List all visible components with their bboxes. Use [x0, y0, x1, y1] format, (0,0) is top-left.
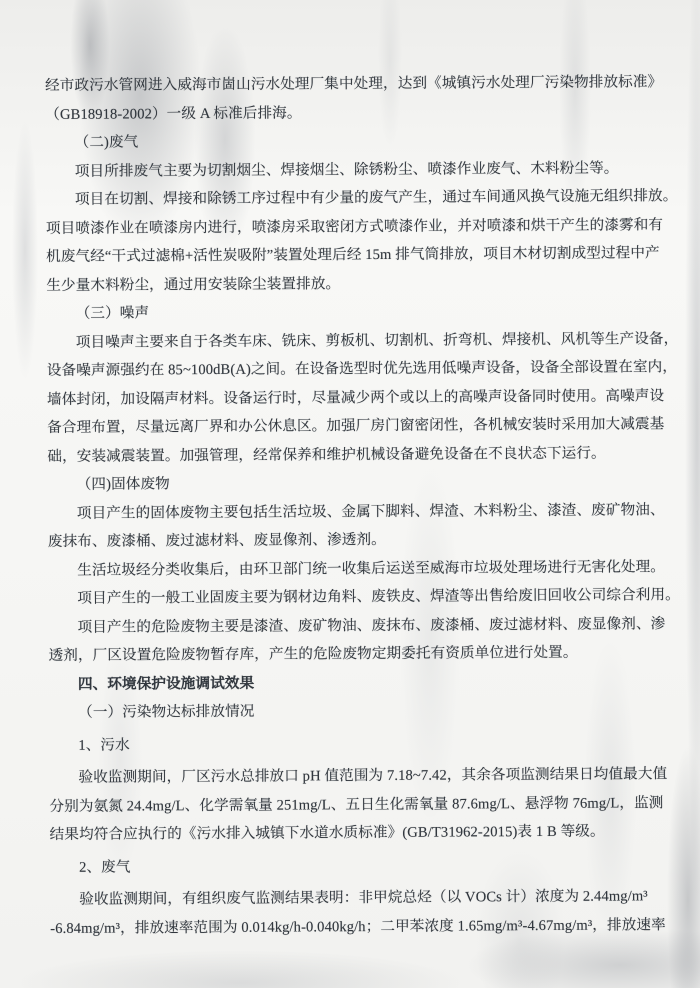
- doc-line: 项目喷漆作业在喷漆房内进行，喷漆房采取密闭方式喷漆作业，并对喷漆和烘干产生的漆雾和有: [45, 216, 664, 237]
- doc-line: 分别为氨氮 24.4mg/L、化学需氧量 251mg/L、五日生化需氧量 87.6mg/L、悬浮物 76mg/L，监测: [49, 794, 664, 815]
- doc-line: 结果均符合应执行的《污水排入城镇下水道水质标准》(GB/T31962-2015)表 1 B 等级。: [49, 823, 605, 843]
- doc-line: 经市政污水管网进入威海市崮山污水处理厂集中处理，达到《城镇污水处理厂污染物排放标准》: [45, 74, 663, 94]
- heading-noise: （三）噪声: [75, 305, 150, 322]
- doc-line: 项目在切割、焊接和除锈工序过程中有少量的废气产生，通过车间通风换气设施无组织排放。: [74, 188, 678, 208]
- doc-line: -6.84mg/m³，排放速率范围为 0.014kg/h-0.040kg/h；二甲苯浓度 1.65mg/m³-4.67mg/m³，排放速率: [50, 916, 666, 937]
- doc-line: 备合理布置，尽量远离厂界和办公休息区。加强厂房门窗密闭性，各机械安装时采用加大减震基: [47, 416, 665, 436]
- doc-line: 透剂，厂区设置危险废物暂存库，产生的危险废物定期委托有资质单位进行处置。: [48, 644, 578, 664]
- doc-line: 项目所排废气主要为切割烟尘、焊接烟尘、除锈粉尘、喷漆作业废气、木料粉尘等。: [74, 159, 619, 180]
- doc-line: 础，安装减震装置。加强管理，经常保养和维护机械设备避免设备在不良状态下运行。: [47, 445, 606, 465]
- doc-line: 项目噪声主要来自于各类车床、铣床、剪板机、切割机、折弯机、焊接机、风机等生产设备，: [75, 330, 679, 351]
- heading-wastewater: 1、污水: [78, 736, 130, 754]
- doc-line: 设备噪声源强约在 85~100dB(A)之间。在设备选型时优先选用低噪声设备，设备全部设置在室内，: [46, 359, 678, 379]
- heading-section-four: 四、环境保护设施调试效果: [77, 675, 255, 693]
- doc-line: 废抹布、废漆桶、废过滤材料、废显像剂、渗透剂。: [47, 531, 386, 550]
- document-text-block: [45, 68, 680, 943]
- doc-line: 验收监测期间，厂区污水总排放口 pH 值范围为 7.18~7.42，其余各项监测结果日均值最大值: [78, 766, 668, 786]
- doc-line: 墙体封闭，加设隔声材料。设备运行时，尽量减少两个或以上的高噪声设备同时使用。高噪声设: [46, 387, 665, 408]
- doc-line: 生少量木料粉尘，通过用安装除尘装置排放。: [46, 275, 341, 294]
- heading-waste-gas: （二)废气: [74, 134, 139, 151]
- doc-line: 项目产生的固体废物主要包括生活垃圾、金属下脚料、焊渣、木料粉尘、漆渣、废矿物油、: [76, 501, 665, 522]
- heading-waste-gas-two: 2、废气: [78, 858, 131, 876]
- doc-line: 项目产生的一般工业固废主要为钢材边角料、废铁皮、焊渣等出售给废旧回收公司综合利用。: [77, 587, 680, 607]
- doc-line: 生活垃圾经分类收集后，由环卫部门统一收集后运送至威海市垃圾处理场进行无害化处理。: [77, 558, 666, 579]
- heading-compliance: （一）污染物达标排放情况: [78, 703, 255, 721]
- doc-line: 验收监测期间，有组织废气监测结果表明：非甲烷总烃（以 VOCs 计）浓度为 2.44mg/m³: [79, 888, 648, 908]
- doc-line: （GB18918-2002）一级 A 标准后排海。: [45, 104, 302, 123]
- doc-line: 机废气经“干式过滤棉+活性炭吸附”装置处理后经 15m 排气筒排放，项目木材切割成型过程中产: [46, 245, 660, 265]
- doc-line: 项目产生的危险废物主要是漆渣、废矿物油、废抹布、废漆桶、废过滤材料、废显像剂、渗: [77, 615, 666, 636]
- heading-solid-waste: （四)固体废物: [76, 476, 170, 493]
